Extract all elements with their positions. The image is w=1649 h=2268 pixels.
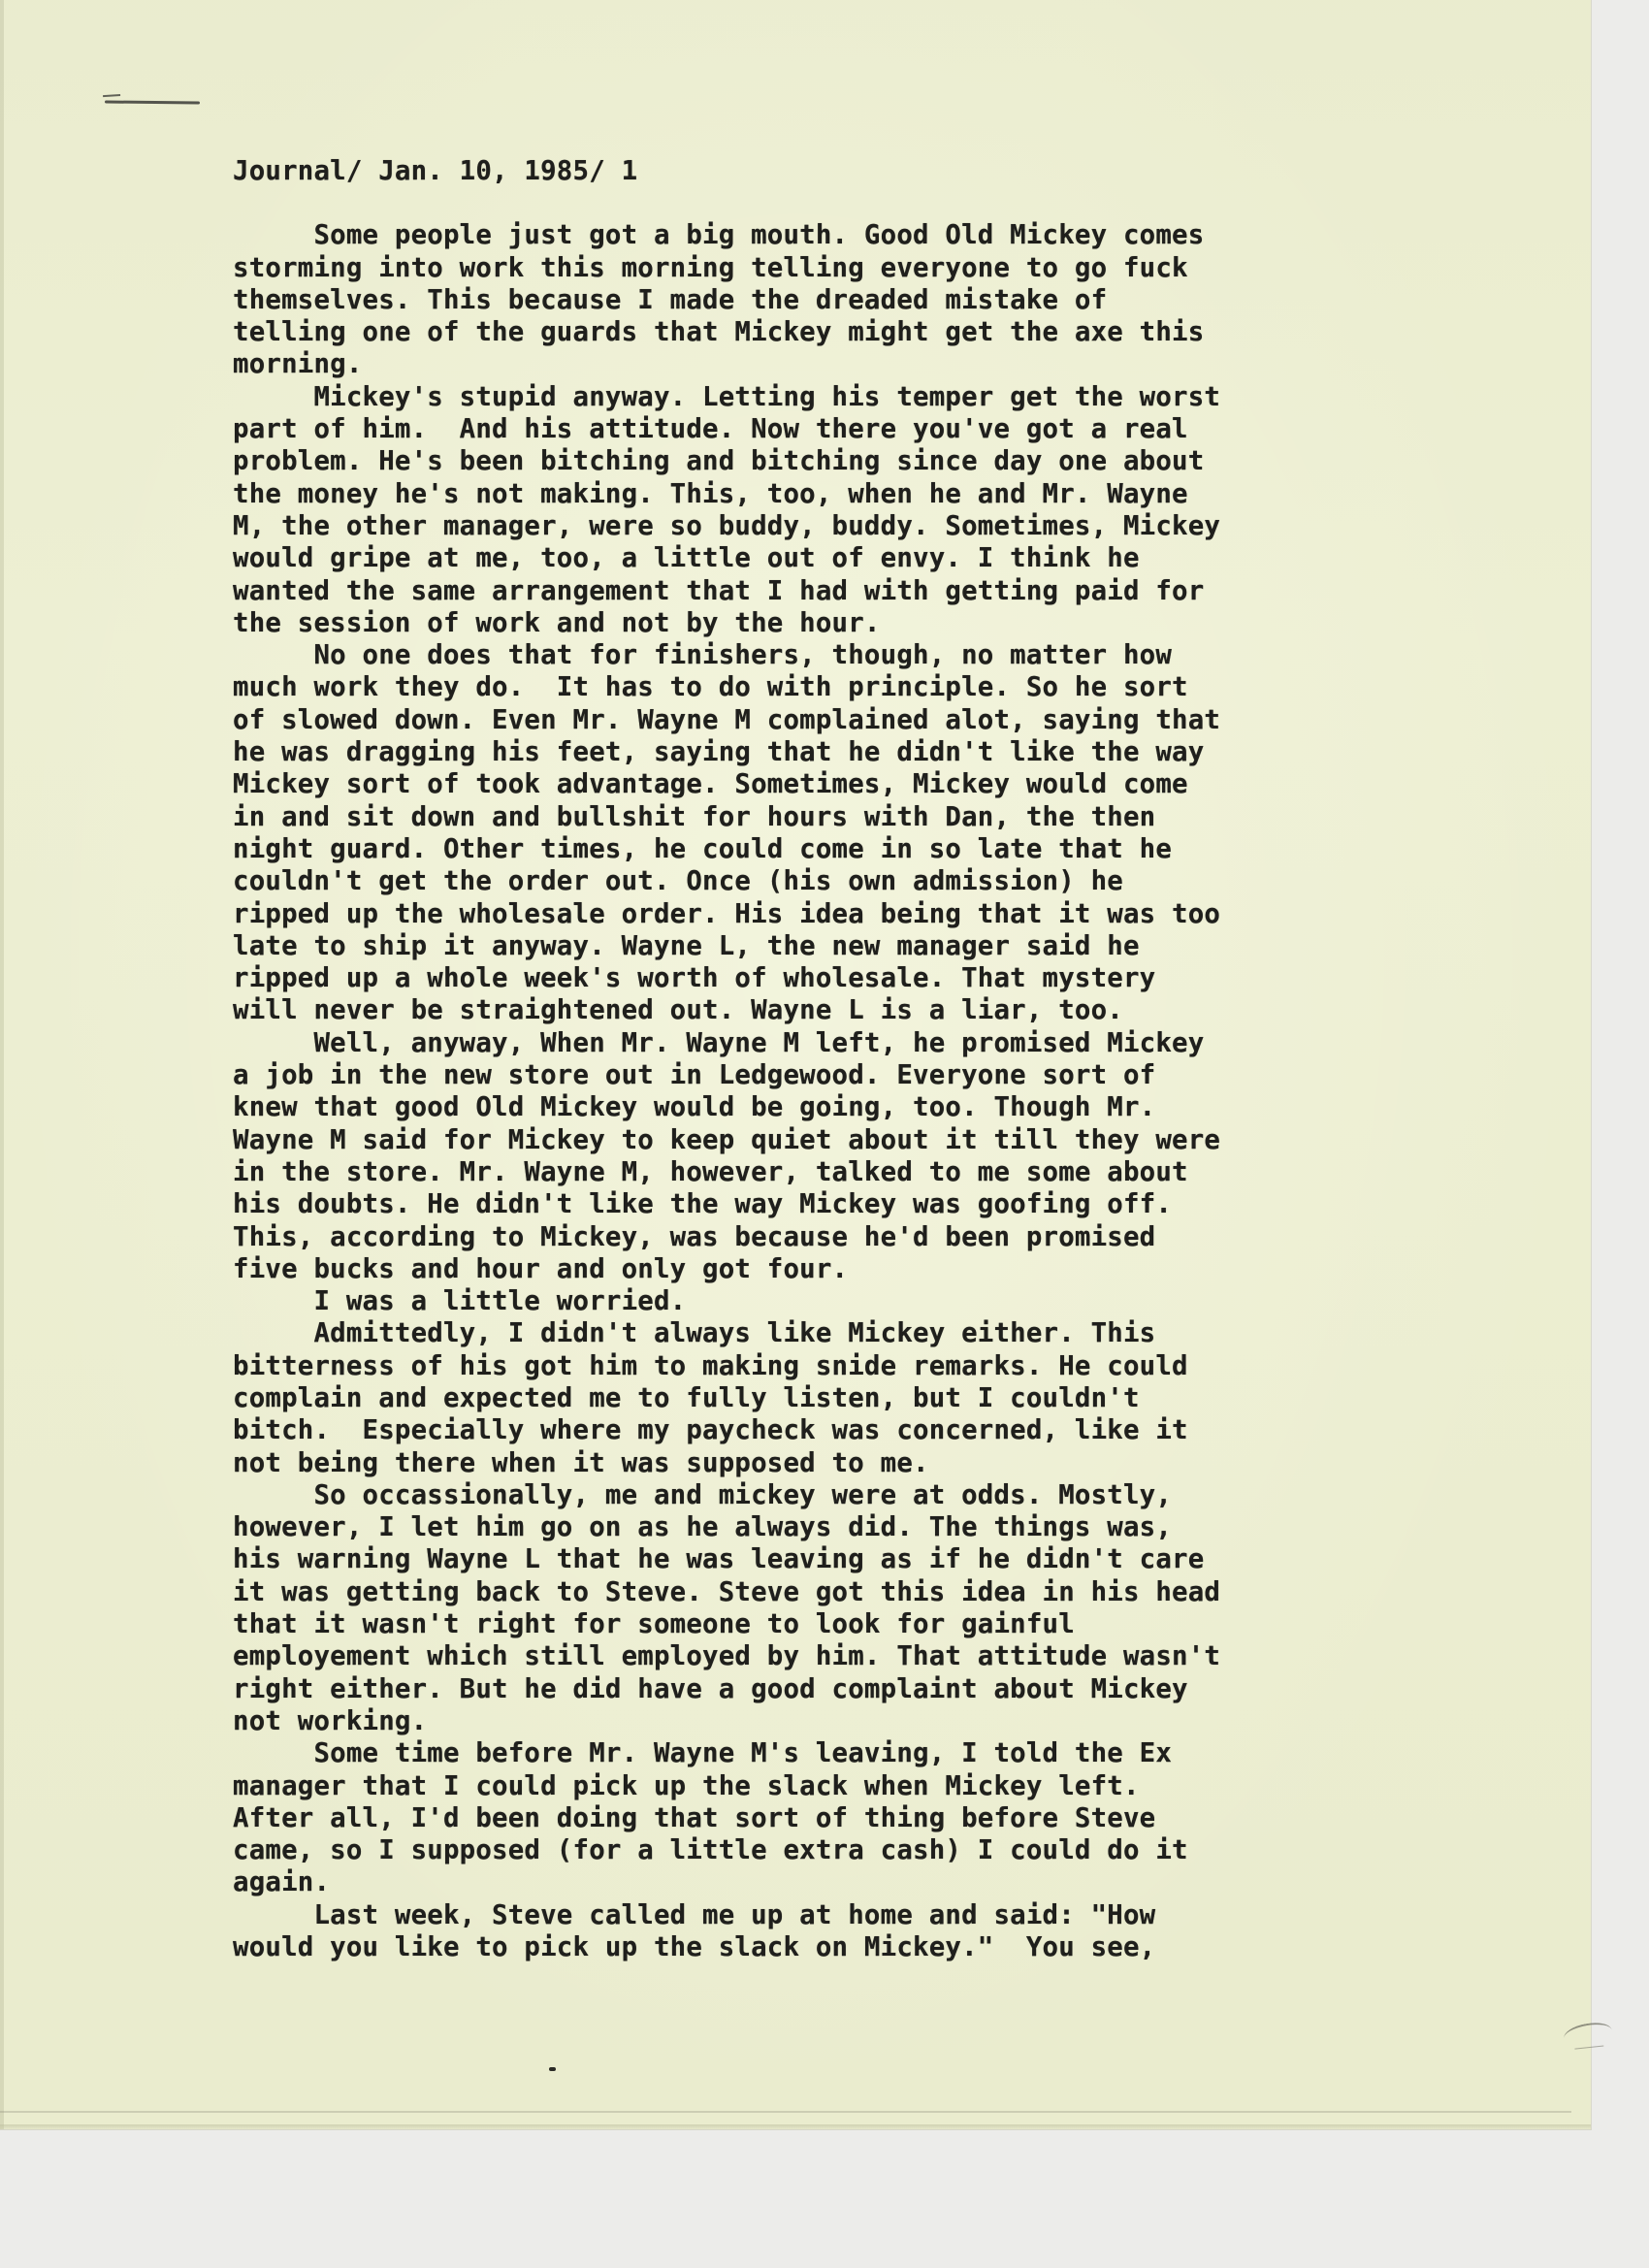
page-corner-curl xyxy=(1562,2020,1613,2049)
text-line: Some people just got a big mouth. Good Old Mickey comes xyxy=(233,220,1205,251)
text-line: however, I let him go on as he always did. The things was, xyxy=(233,1512,1173,1543)
text-line: No one does that for finishers, though, no matter how xyxy=(233,640,1173,671)
text-line: wanted the same arrangement that I had with getting paid for xyxy=(233,575,1205,606)
text-line: Wayne M said for Mickey to keep quiet about it till they were xyxy=(233,1124,1221,1155)
text-line: again. xyxy=(233,1867,331,1898)
page-fold-line xyxy=(0,2111,1571,2113)
text-line: his warning Wayne L that he was leaving as if he didn't care xyxy=(233,1544,1205,1575)
text-line: knew that good Old Mickey would be going, too. Though Mr. xyxy=(233,1092,1156,1123)
text-line: came, so I supposed (for a little extra cash) I could do it xyxy=(233,1835,1188,1866)
text-line: M, the other manager, were so buddy, buddy. Sometimes, Mickey xyxy=(233,510,1221,541)
text-line: much work they do. It has to do with principle. So he sort xyxy=(233,672,1188,703)
text-line: his doubts. He didn't like the way Mickey was goofing off. xyxy=(233,1189,1173,1220)
text-line: Last week, Steve called me up at home and said: "How xyxy=(233,1899,1156,1930)
text-line: will never be straightened out. Wayne L is a liar, too. xyxy=(233,995,1123,1026)
ink-speck xyxy=(549,2067,556,2071)
text-line: night guard. Other times, he could come in so late that he xyxy=(233,833,1173,864)
text-line: not being there when it was supposed to me. xyxy=(233,1447,929,1478)
text-line: ripped up a whole week's worth of wholesale. That mystery xyxy=(233,963,1156,994)
text-line: would you like to pick up the slack on Mickey." You see, xyxy=(233,1932,1156,1963)
page-corner-curl-inner xyxy=(1574,2045,1604,2060)
text-line: Mickey's stupid anyway. Letting his temper get the worst xyxy=(233,381,1221,412)
text-line: that it wasn't right for someone to look for gainful xyxy=(233,1609,1075,1640)
text-line: I was a little worried. xyxy=(233,1286,687,1317)
text-line: a job in the new store out in Ledgewood. Everyone sort of xyxy=(233,1060,1156,1091)
text-line: storming into work this morning telling everyone to go fuck xyxy=(233,252,1188,283)
page-bottom-edge xyxy=(0,2124,1591,2130)
text-line: Admittedly, I didn't always like Mickey either. This xyxy=(233,1318,1156,1349)
text-line: the session of work and not by the hour. xyxy=(233,607,881,638)
text-line: right either. But he did have a good complaint about Mickey xyxy=(233,1673,1188,1704)
text-line: in and sit down and bullshit for hours with Dan, the then xyxy=(233,801,1156,832)
text-line: manager that I could pick up the slack when Mickey left. xyxy=(233,1770,1140,1801)
text-line: After all, I'd been doing that sort of thing before Steve xyxy=(233,1802,1156,1833)
text-line: he was dragging his feet, saying that he didn't like the way xyxy=(233,737,1205,768)
text-line: Well, anyway, When Mr. Wayne M left, he promised Mickey xyxy=(233,1027,1205,1058)
text-line: morning. xyxy=(233,349,363,380)
journal-text xyxy=(233,155,1436,1963)
text-line: Some time before Mr. Wayne M's leaving, I told the Ex xyxy=(233,1738,1173,1769)
text-line: part of him. And his attitude. Now there you've got a real xyxy=(233,414,1188,445)
text-line: employement which still employed by him. That attitude wasn't xyxy=(233,1641,1221,1672)
text-line: bitterness of his got him to making snide remarks. He could xyxy=(233,1350,1188,1381)
text-line: bitch. Especially where my paycheck was concerned, like it xyxy=(233,1415,1188,1446)
journal-header: Journal/ Jan. 10, 1985/ 1 xyxy=(233,156,638,186)
page-left-edge xyxy=(0,0,4,2129)
text-line: complain and expected me to fully listen, but I couldn't xyxy=(233,1382,1140,1413)
text-line: problem. He's been bitching and bitching since day one about xyxy=(233,446,1205,477)
text-line: couldn't get the order out. Once (his own admission) he xyxy=(233,866,1123,897)
text-line: would gripe at me, too, a little out of envy. I think he xyxy=(233,543,1140,574)
text-line: telling one of the guards that Mickey might get the axe this xyxy=(233,317,1205,348)
text-line: not working. xyxy=(233,1705,428,1736)
text-line: in the store. Mr. Wayne M, however, talked to me some about xyxy=(233,1156,1188,1187)
text-line: the money he's not making. This, too, when he and Mr. Wayne xyxy=(233,478,1188,509)
text-line: late to ship it anyway. Wayne L, the new manager said he xyxy=(233,930,1140,961)
text-line: So occassionally, me and mickey were at odds. Mostly, xyxy=(233,1479,1173,1510)
pen-mark xyxy=(105,100,200,104)
text-line: This, according to Mickey, was because he'd been promised xyxy=(233,1221,1156,1252)
text-line: ripped up the wholesale order. His idea being that it was too xyxy=(233,898,1221,929)
text-line: of slowed down. Even Mr. Wayne M complained alot, saying that xyxy=(233,704,1221,735)
text-line: Mickey sort of took advantage. Sometimes, Mickey would come xyxy=(233,769,1188,800)
text-line: themselves. This because I made the dreaded mistake of xyxy=(233,284,1108,315)
text-line: five bucks and hour and only got four. xyxy=(233,1253,849,1284)
text-line: it was getting back to Steve. Steve got this idea in his head xyxy=(233,1576,1221,1607)
